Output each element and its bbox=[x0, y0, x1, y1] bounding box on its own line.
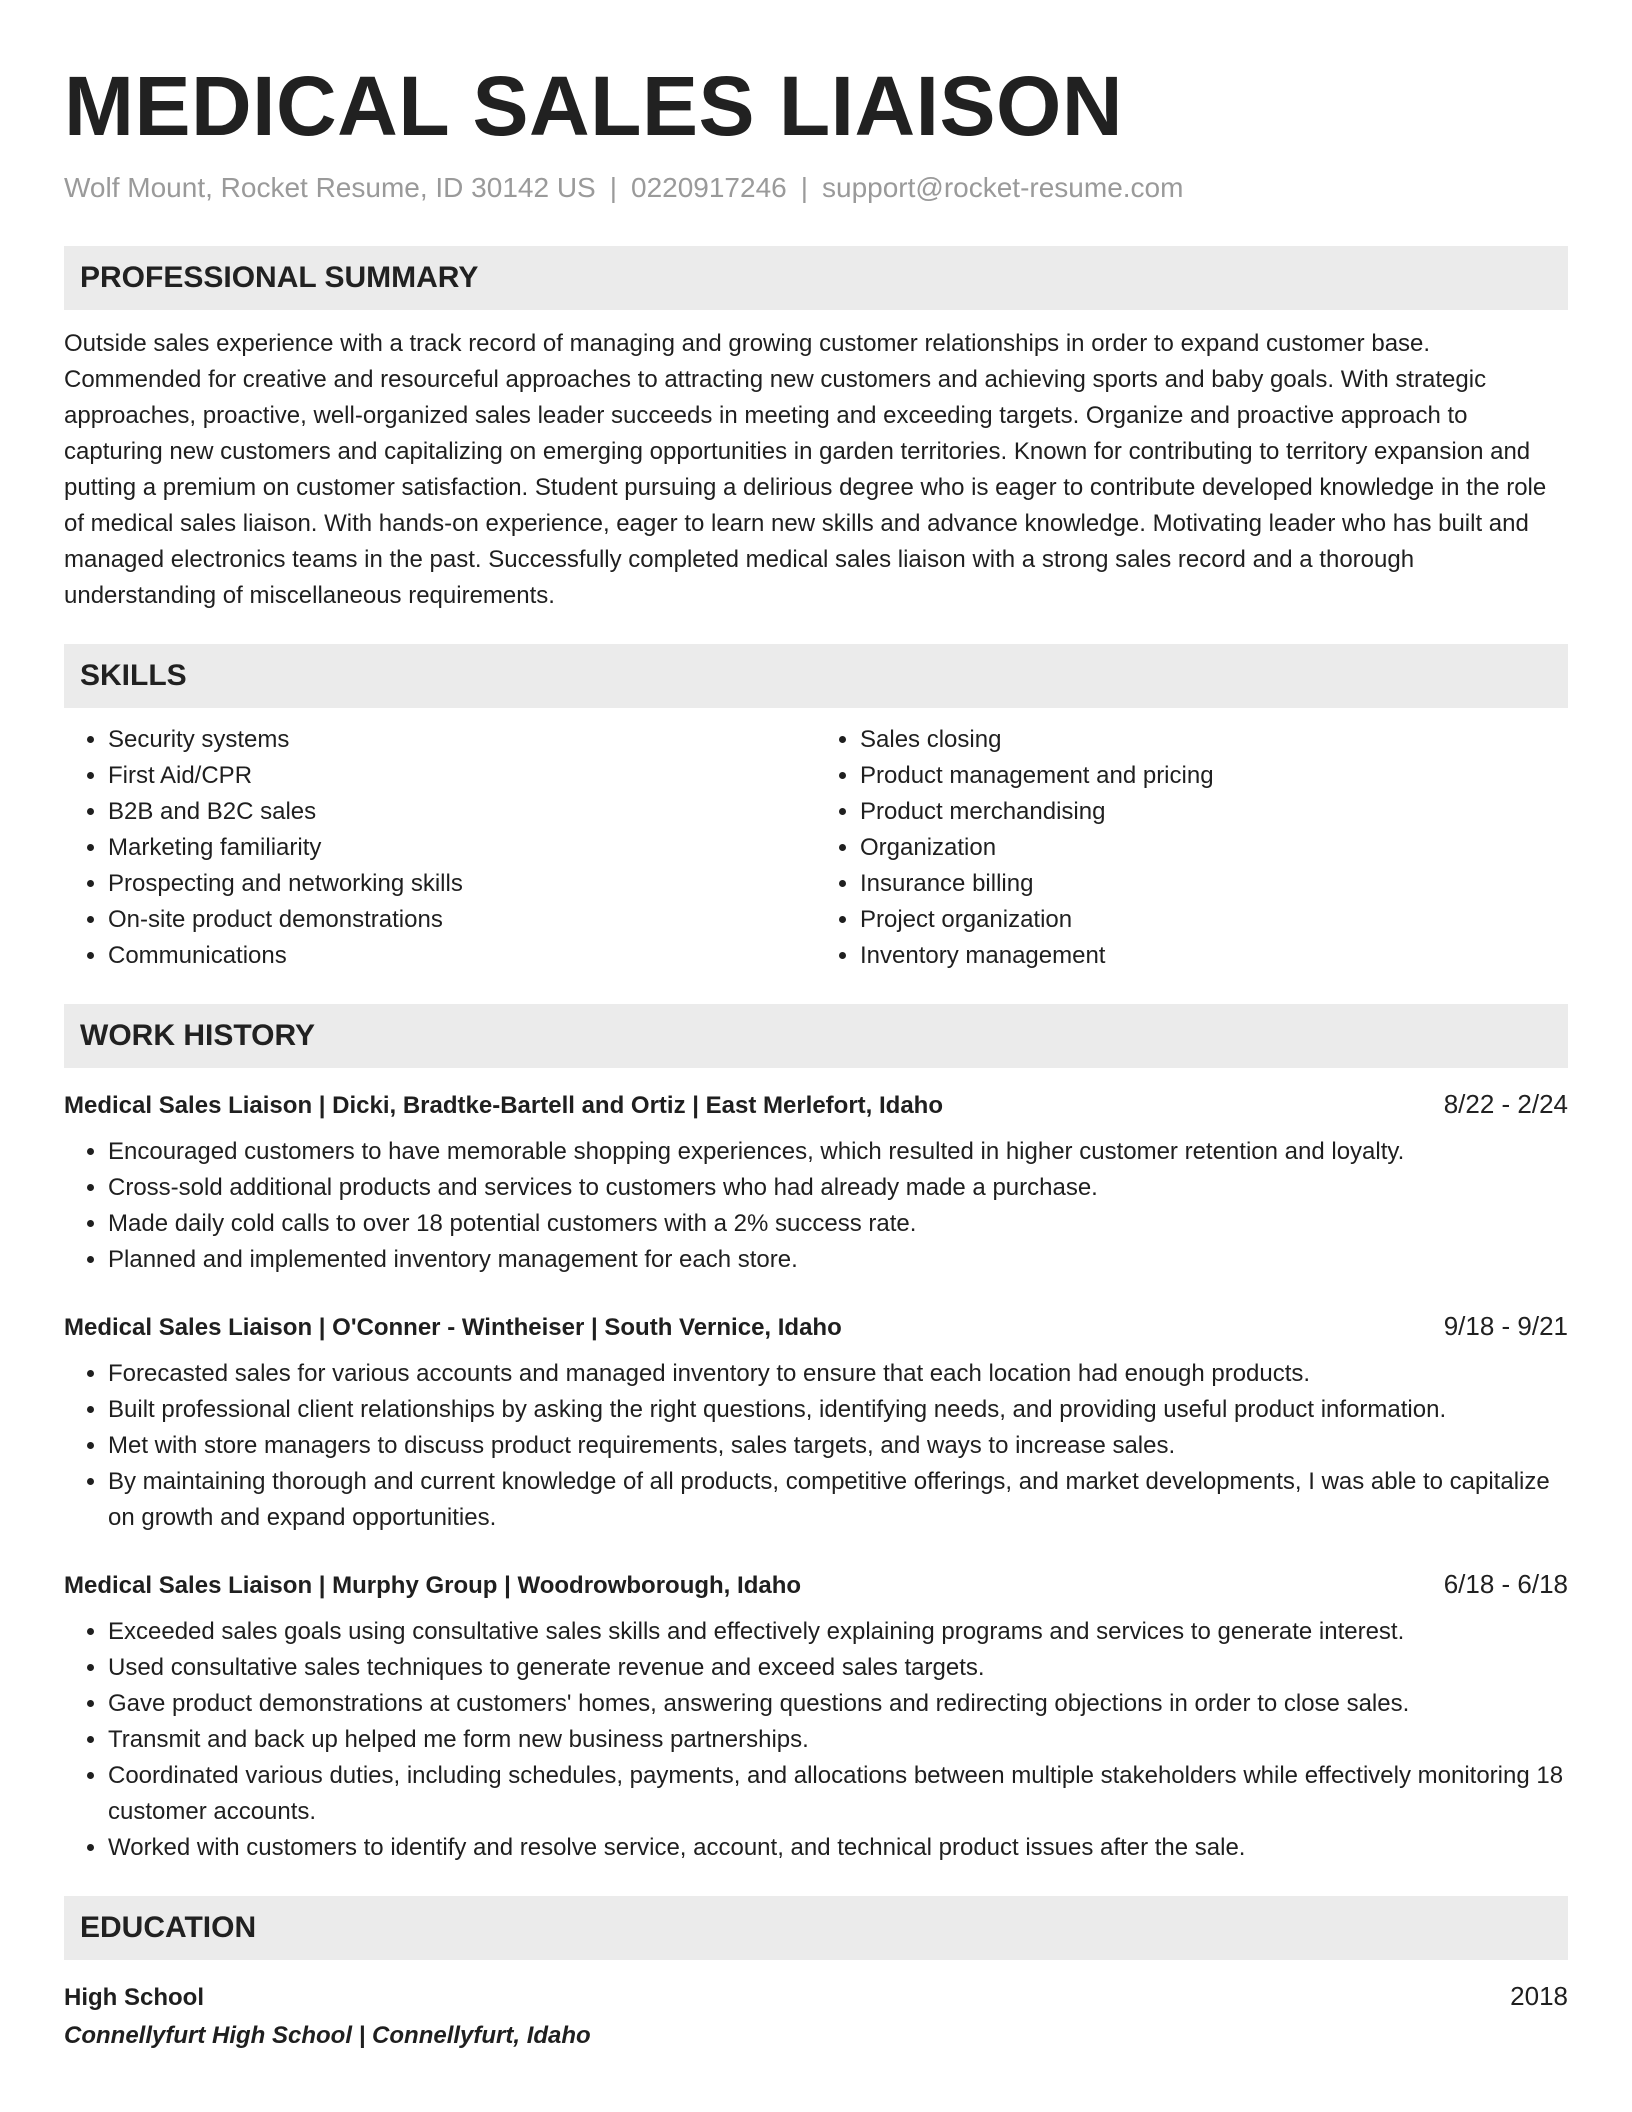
skill-item: • Product merchandising bbox=[860, 794, 1568, 830]
summary-section bbox=[64, 246, 1568, 614]
job-bullet: • Made daily cold calls to over 18 potential customers with a 2% success rate. bbox=[108, 1206, 1568, 1242]
job-entry bbox=[64, 1086, 1568, 1278]
skill-item: • Product management and pricing bbox=[860, 758, 1568, 794]
work-history-heading: WORK HISTORY bbox=[64, 1004, 1568, 1068]
education-degree: High School bbox=[64, 1984, 204, 2011]
job-title: Medical Sales Liaison | Dicki, Bradtke-Bartell and Ortiz | East Merlefort, Idaho bbox=[64, 1092, 943, 1119]
skill-item: • Sales closing bbox=[860, 722, 1568, 758]
summary-heading: PROFESSIONAL SUMMARY bbox=[64, 246, 1568, 310]
skills-heading: SKILLS bbox=[64, 644, 1568, 708]
job-entry bbox=[64, 1566, 1568, 1866]
job-bullets bbox=[64, 1614, 1568, 1866]
job-dates: 6/18 - 6/18 bbox=[1443, 1569, 1568, 1599]
skill-item: • Organization bbox=[860, 830, 1568, 866]
job-header bbox=[64, 1086, 1568, 1124]
skills-section bbox=[64, 644, 1568, 974]
contact-line bbox=[64, 168, 1568, 208]
job-bullets bbox=[64, 1134, 1568, 1278]
contact-address: Wolf Mount, Rocket Resume, ID 30142 US bbox=[64, 172, 596, 203]
skill-item: • First Aid/CPR bbox=[108, 758, 816, 794]
education-year: 2018 bbox=[1510, 1981, 1568, 2011]
job-bullet: • Coordinated various duties, including schedules, payments, and allocations between multiple stakeholders while effectively monitoring 18 customer accounts. bbox=[108, 1758, 1568, 1830]
contact-separator: | bbox=[800, 172, 809, 203]
education-heading: EDUCATION bbox=[64, 1896, 1568, 1960]
job-bullet: • Gave product demonstrations at customers' homes, answering questions and redirecting objections in order to close sales. bbox=[108, 1686, 1568, 1722]
job-bullet: • Met with store managers to discuss product requirements, sales targets, and ways to increase sales. bbox=[108, 1428, 1568, 1464]
job-bullet: • Cross-sold additional products and services to customers who had already made a purchase. bbox=[108, 1170, 1568, 1206]
education-header bbox=[64, 1978, 1568, 2016]
job-dates: 9/18 - 9/21 bbox=[1443, 1311, 1568, 1341]
skill-item: • Project organization bbox=[860, 902, 1568, 938]
job-bullet: • By maintaining thorough and current knowledge of all products, competitive offerings, and market developments, I was able to capitalize on growth and expand opportunities. bbox=[108, 1464, 1568, 1536]
skill-item: • On-site product demonstrations bbox=[108, 902, 816, 938]
job-dates: 8/22 - 2/24 bbox=[1443, 1089, 1568, 1119]
contact-separator: | bbox=[609, 172, 617, 203]
skill-item: • Security systems bbox=[108, 722, 816, 758]
job-bullets bbox=[64, 1356, 1568, 1536]
skill-item: • Inventory management bbox=[860, 938, 1568, 974]
job-title: Medical Sales Liaison | O'Conner - Wintheiser | South Vernice, Idaho bbox=[64, 1314, 842, 1341]
job-header bbox=[64, 1566, 1568, 1604]
skill-item: • B2B and B2C sales bbox=[108, 794, 816, 830]
skills-list-left bbox=[64, 722, 816, 974]
job-bullet: • Worked with customers to identify and resolve service, account, and technical product issues after the sale. bbox=[108, 1830, 1568, 1866]
skills-columns bbox=[64, 722, 1568, 974]
work-history-section bbox=[64, 1004, 1568, 1866]
job-bullet: • Built professional client relationships by asking the right questions, identifying needs, and providing useful product information. bbox=[108, 1392, 1568, 1428]
contact-phone: 0220917246 bbox=[631, 172, 787, 203]
education-section bbox=[64, 1896, 1568, 2056]
job-bullet: • Planned and implemented inventory management for each store. bbox=[108, 1242, 1568, 1278]
resume-title: MEDICAL SALES LIAISON bbox=[64, 59, 1124, 153]
job-header bbox=[64, 1308, 1568, 1346]
job-bullet: • Used consultative sales techniques to generate revenue and exceed sales targets. bbox=[108, 1650, 1568, 1686]
summary-text: Outside sales experience with a track record of managing and growing customer relationships in order to expand customer base. Commended for creative and resourceful approaches to attracting new customers and achieving sports and baby goals. With strategic approaches, proactive, well-organized sales leader succeeds in meeting and exceeding targets. Organize and proactive approach to capturing new customers and capitalizing on emerging opportunities in garden territories. Known for contributing to territory expansion and putting a premium on customer satisfaction. Student pursuing a delirious degree who is eager to contribute developed knowledge in the role of medical sales liaison. With hands-on experience, eager to learn new skills and advance knowledge. Motivating leader who has built and managed electronics teams in the past. Successfully completed medical sales liaison with a strong sales record and a thorough understanding of miscellaneous requirements. bbox=[64, 330, 1547, 609]
skill-item: • Insurance billing bbox=[860, 866, 1568, 902]
contact-email: support@rocket-resume.com bbox=[822, 172, 1184, 203]
job-title: Medical Sales Liaison | Murphy Group | Woodrowborough, Idaho bbox=[64, 1572, 802, 1599]
skill-item: • Marketing familiarity bbox=[108, 830, 816, 866]
education-entry bbox=[64, 1978, 1568, 2056]
job-bullet: • Forecasted sales for various accounts and managed inventory to ensure that each location had enough products. bbox=[108, 1356, 1568, 1392]
job-bullet: • Encouraged customers to have memorable shopping experiences, which resulted in higher customer retention and loyalty. bbox=[108, 1134, 1568, 1170]
education-school: Connellyfurt High School | Connellyfurt, Idaho bbox=[64, 2022, 591, 2049]
job-entry bbox=[64, 1308, 1568, 1536]
skill-item: • Prospecting and networking skills bbox=[108, 866, 816, 902]
job-bullet: • Exceeded sales goals using consultative sales skills and effectively explaining programs and services to generate interest. bbox=[108, 1614, 1568, 1650]
skill-item: • Communications bbox=[108, 938, 816, 974]
skills-list-right bbox=[816, 722, 1568, 974]
job-bullet: • Transmit and back up helped me form new business partnerships. bbox=[108, 1722, 1568, 1758]
